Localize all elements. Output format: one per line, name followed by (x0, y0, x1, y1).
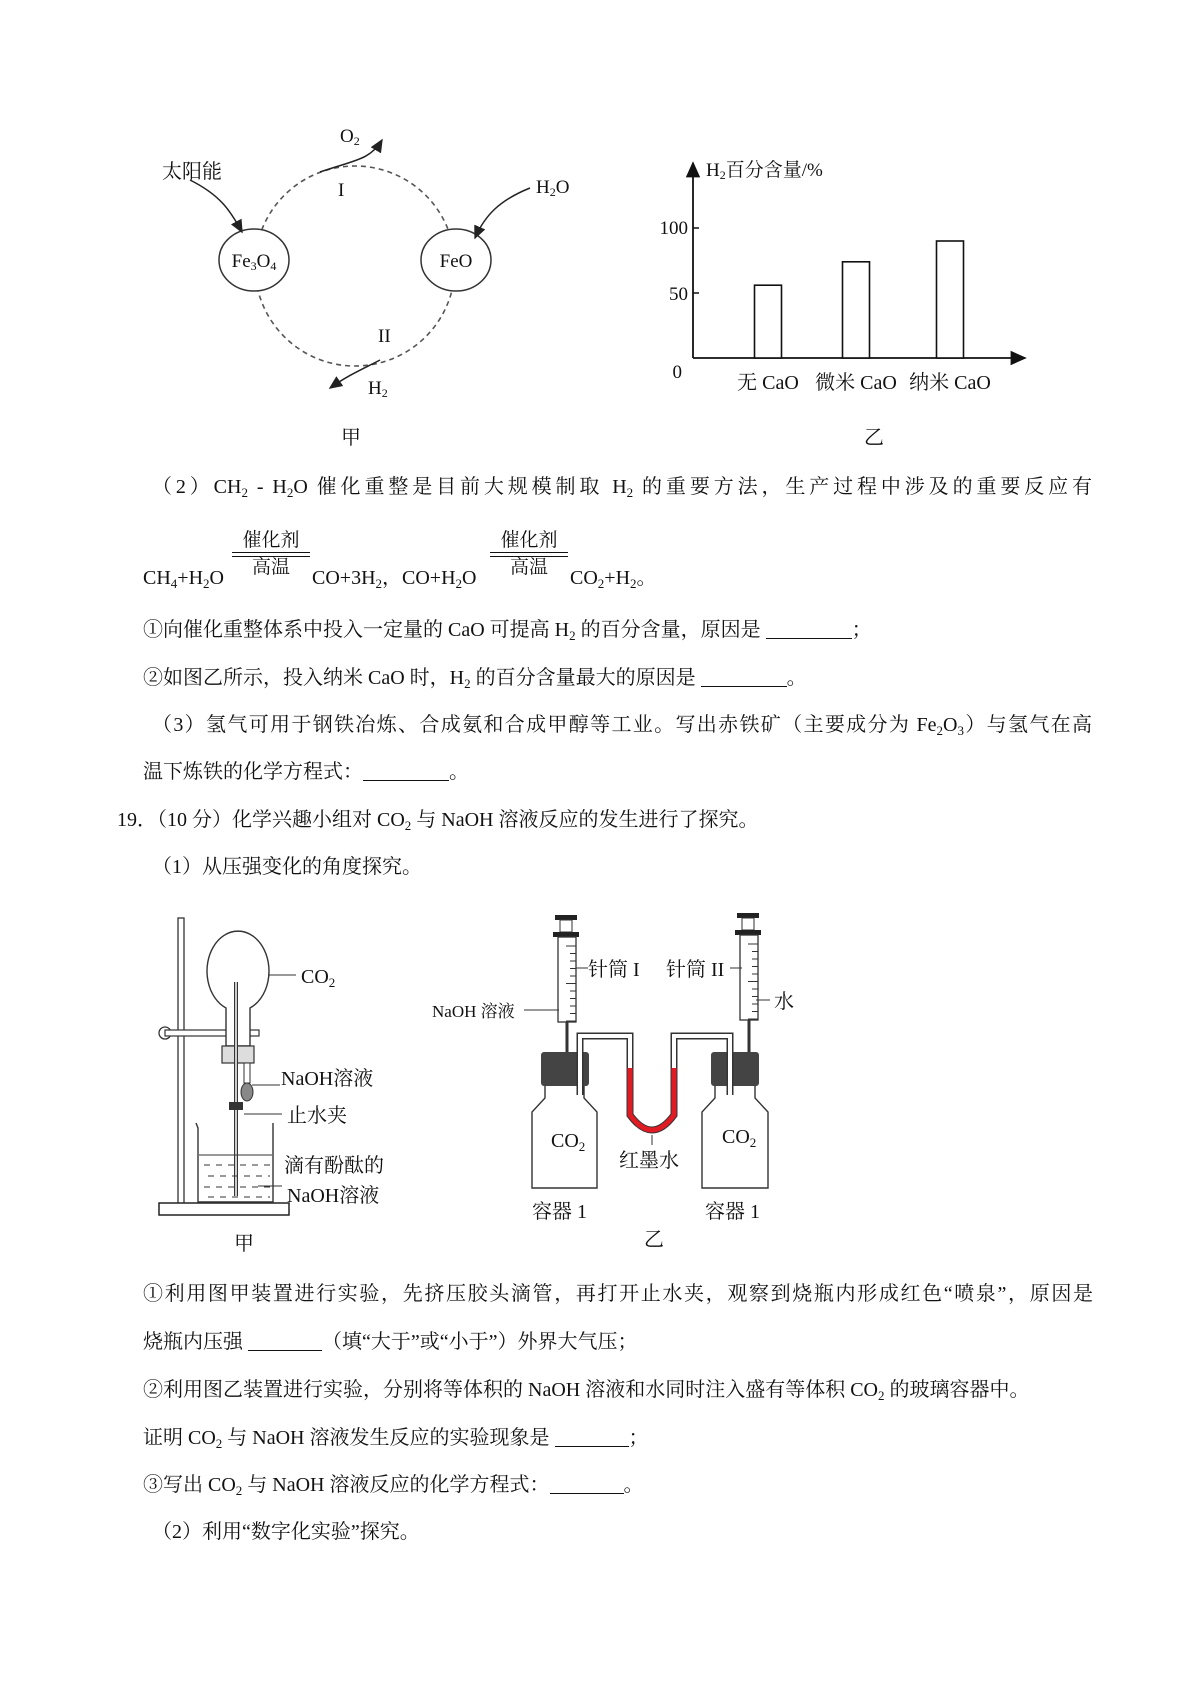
q19-item2-line1: ②利用图乙装置进行实验，分别将等体积的 NaOH 溶液和水同时注入盛有等体积 $CO_2$ 的玻璃容器中。 (143, 1379, 1030, 1403)
x-category-label: 微米 CaO (815, 372, 897, 394)
q18-part3-cont: 温下炼铁的化学方程式： 。 (143, 761, 469, 783)
syringe-2-label: 针筒 II (666, 959, 725, 981)
answer-blank[interactable] (555, 1428, 629, 1447)
q18-part2-text: $(2)CH_2 - H_2O$ 催化重整是目前大规模制取 $H_2$ 的重要方法，生产过程中涉及的重要反应有 (152, 476, 1093, 500)
figure-caption-jia: 甲 (341, 427, 361, 449)
fe3o4-label: Fe3O4 (231, 251, 277, 273)
o2-label: O2 (340, 126, 360, 148)
answer-blank[interactable] (550, 1475, 624, 1494)
figure-caption-jia-2: 甲 (234, 1233, 254, 1255)
co2-label: $CO_2$ (301, 966, 336, 990)
q19-item3: ③写出 $CO_2$ 与 NaOH 溶液反应的化学方程式： 。 (143, 1474, 644, 1498)
q19-item1-line2: 烧瓶内压强 （填“大于”或“小于”）外界大气压； (143, 1331, 638, 1353)
x-category-label: 纳米 CaO (909, 372, 991, 394)
co2-right-label: $CO_2$ (722, 1126, 757, 1150)
container-2-label: 容器 1 (705, 1201, 760, 1223)
x-category-label: 无 CaO (737, 372, 799, 394)
q19-part2: （2）利用“数字化实验”探究。 (152, 1521, 420, 1543)
y-axis-label: H2百分含量/% (706, 160, 823, 182)
solar-label: 太阳能 (162, 161, 222, 183)
figure-caption-yi: 乙 (864, 427, 884, 449)
red-ink-label: 红墨水 (619, 1150, 679, 1172)
answer-blank[interactable] (248, 1332, 322, 1351)
q18-part3-text: （3）氢气可用于钢铁冶炼、合成氨和合成甲醇等工业。写出赤铁矿（主要成分为 $Fe_2O_3$）与氢气在高 (152, 714, 1093, 738)
reaction-2-products: $CO_2+H_2$。 (570, 567, 657, 591)
reaction-products: $CO+3H_2$，$CO+H_2O$ (312, 567, 477, 591)
h2o-label: H2O (536, 177, 570, 199)
q19-item2-line2: 证明 $CO_2$ 与 NaOH 溶液发生反应的实验现象是 ； (143, 1427, 649, 1451)
q18-sub2: ②如图乙所示，投入纳米 CaO 时，$H_2$ 的百分含量最大的原因是 。 (143, 667, 807, 691)
syringe-1-label: 针筒 I (588, 959, 640, 981)
container-1-label: 容器 1 (532, 1201, 587, 1223)
naoh-solution-label: NaOH 溶液 (432, 1002, 515, 1021)
container-2-stopper (711, 1052, 759, 1086)
phenolphthalein-label-2: NaOH溶液 (287, 1185, 380, 1207)
naoh-dropper-label: NaOH溶液 (281, 1068, 374, 1090)
reaction-1-condition: 催化剂 高温 (232, 530, 310, 579)
step-2-label: II (378, 326, 391, 347)
q19-item1-line1: ①利用图甲装置进行实验，先挤压胶头滴管，再打开止水夹，观察到烧瓶内形成红色“喷泉”，原因是 (143, 1283, 1093, 1305)
reaction-2-condition: 催化剂 高温 (490, 530, 568, 579)
q19-part1: （1）从压强变化的角度探究。 (152, 856, 422, 878)
q18-sub1: ①向催化重整体系中投入一定量的 CaO 可提高 $H_2$ 的百分含量，原因是 ； (143, 619, 872, 643)
co2-left-label: $CO_2$ (551, 1130, 586, 1154)
reaction-1-reactants: $CH_4+H_2O$ (143, 567, 224, 591)
water-label: 水 (774, 991, 794, 1013)
y-tick-label: 0 (672, 362, 682, 383)
syringe-2 (740, 935, 758, 1020)
h2-label: H2 (368, 378, 388, 400)
feo-label: FeO (439, 251, 473, 272)
step-1-label: I (338, 180, 345, 201)
bar-2 (937, 241, 964, 358)
clamp-label: 止水夹 (287, 1105, 347, 1127)
q19-heading: 19．（10 分）化学兴趣小组对 $CO_2$ 与 NaOH 溶液反应的发生进行了探究。 (117, 809, 759, 833)
phenolphthalein-label-1: 滴有酚酞的 (284, 1155, 384, 1177)
red-ink-column (630, 1068, 674, 1130)
y-tick-label: 100 (659, 218, 688, 239)
y-tick-label: 50 (669, 284, 688, 305)
syringe-1 (558, 937, 576, 1022)
figure-caption-yi-2: 乙 (644, 1229, 664, 1251)
